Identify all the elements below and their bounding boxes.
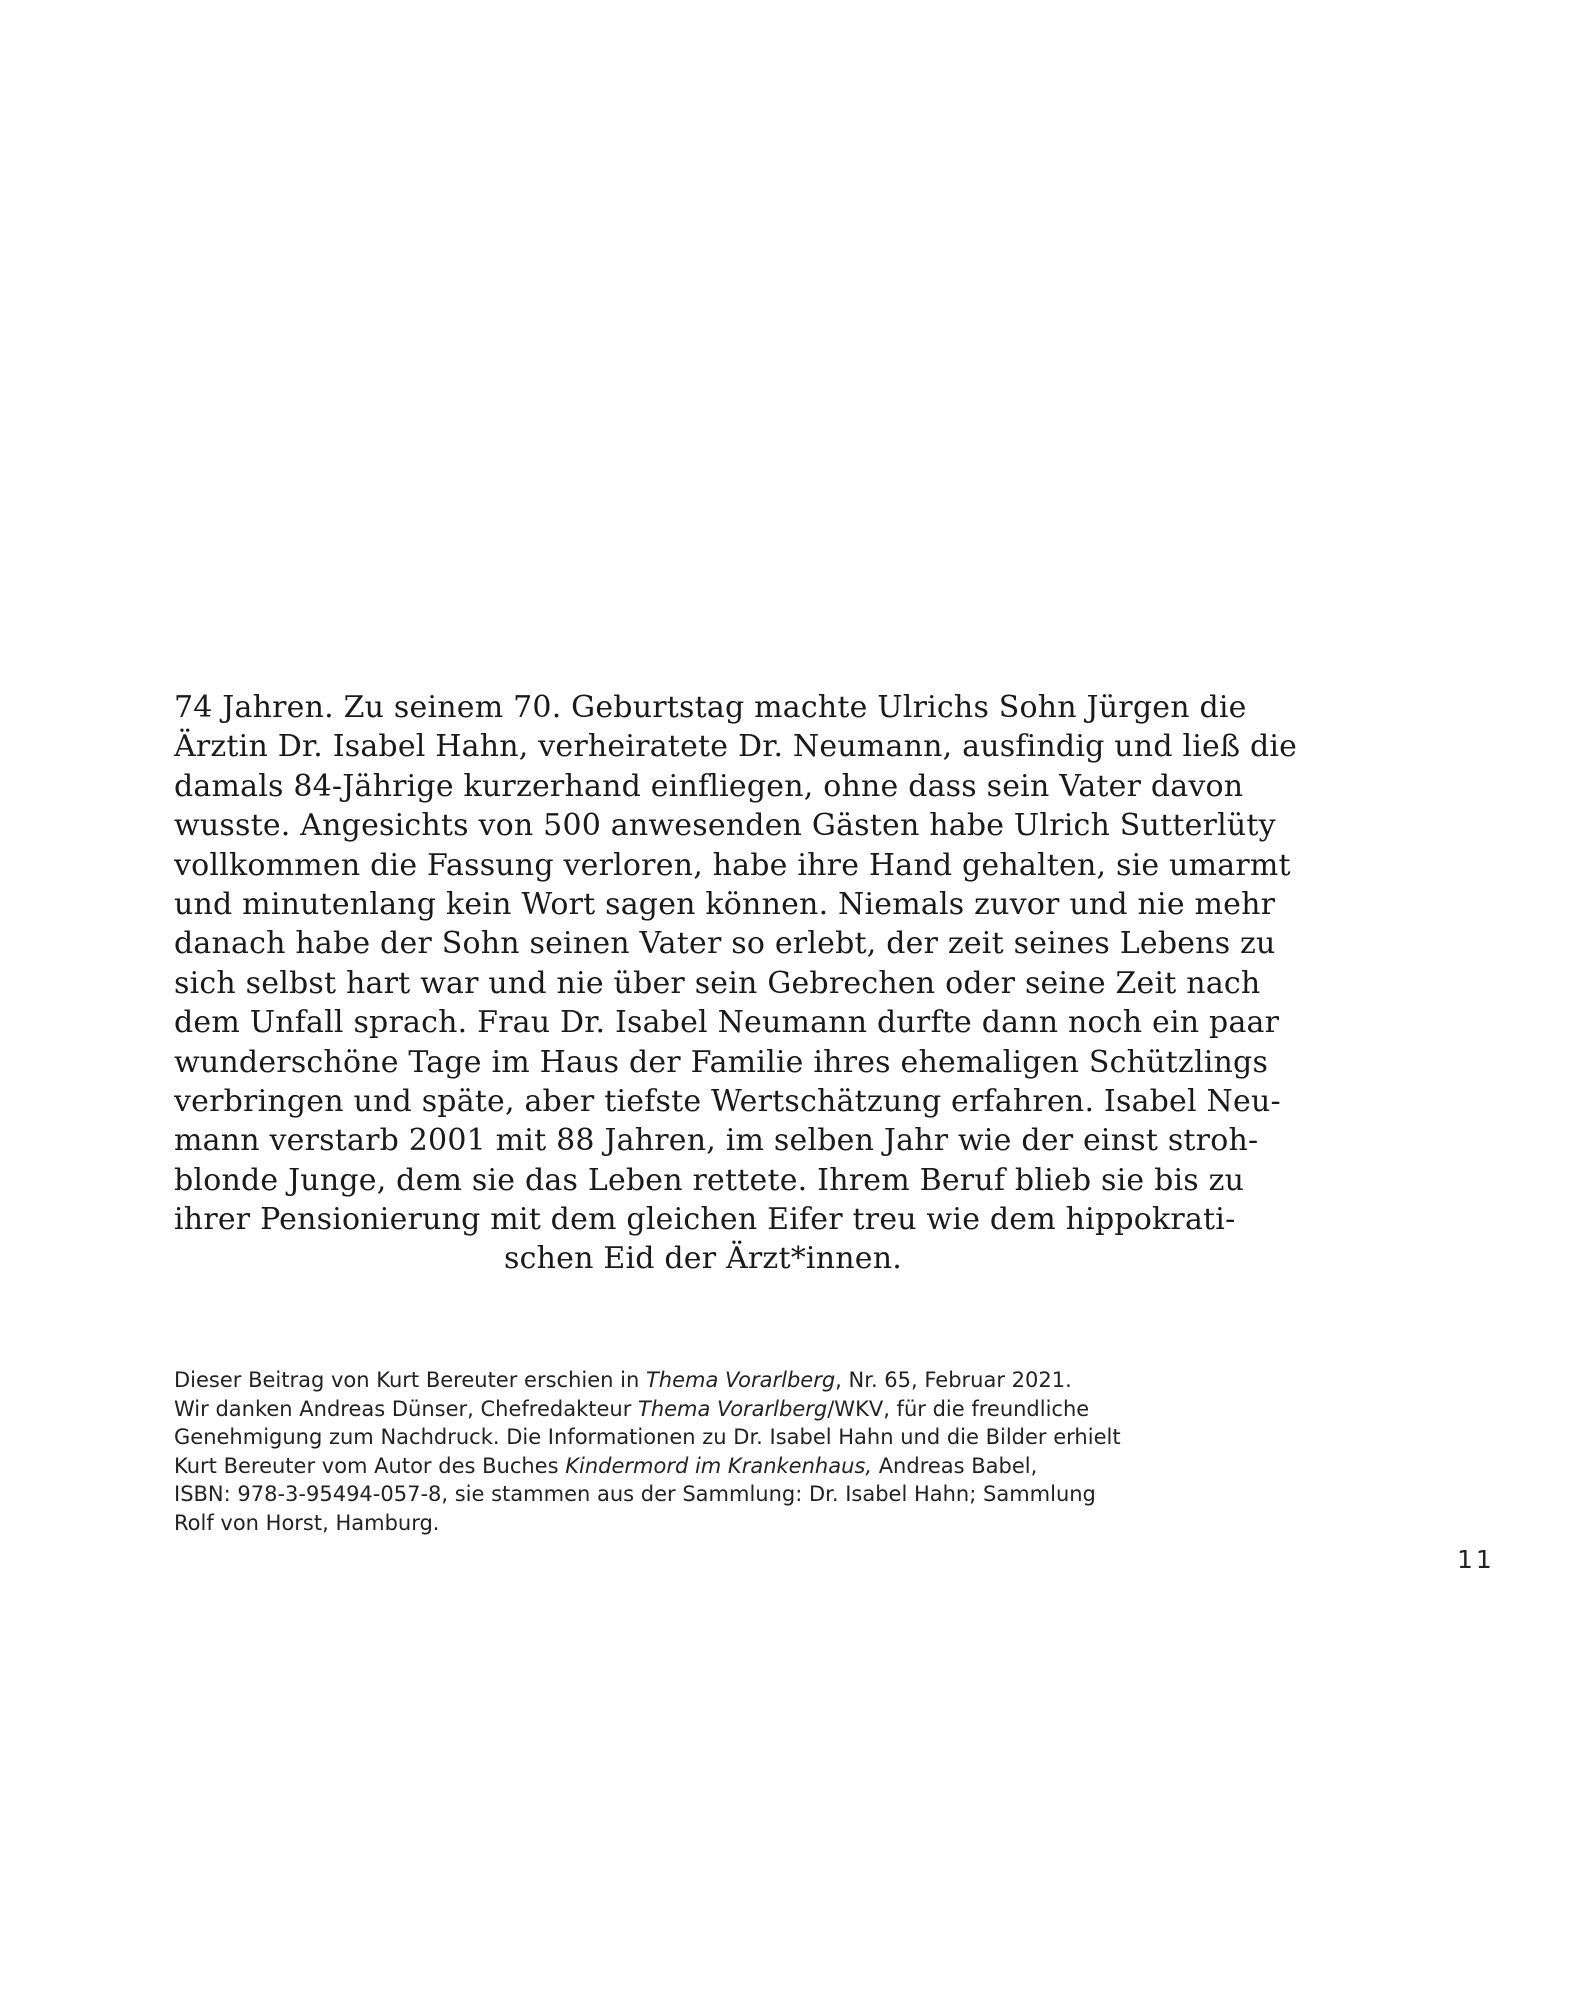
footnote-publication-title: Thema Vorarlberg <box>638 1396 828 1421</box>
footnote-text: /WKV, für die freundliche <box>827 1396 1090 1421</box>
footnote-text: Wir danken Andreas Dünser, Chefredakteur <box>174 1396 638 1421</box>
body-paragraph <box>174 688 1298 1279</box>
footnote-line <box>174 1395 1174 1424</box>
body-line: mann verstarb 2001 mit 88 Jahren, im selben Jahr wie der einst stroh- <box>174 1123 1259 1159</box>
body-line: wusste. Angesichts von 500 anwesenden Gästen habe Ulrich Sutterlüty <box>174 808 1276 844</box>
body-line: 74 Jahren. Zu seinem 70. Geburtstag machte Ulrichs Sohn Jürgen die <box>174 690 1247 725</box>
body-line: dem Unfall sprach. Frau Dr. Isabel Neumann durfte dann noch ein paar <box>174 1005 1280 1041</box>
footnote-book-title: Kindermord im Krankenhaus, <box>565 1453 873 1478</box>
footnote-text: Dieser Beitrag von Kurt Bereuter erschien in <box>174 1368 646 1392</box>
footnote-line: ISBN: 978-3-95494-057-8, sie stammen aus der Sammlung: Dr. Isabel Hahn; Sammlung <box>174 1482 1096 1507</box>
body-line: blonde Junge, dem sie das Leben rettete. Ihrem Beruf blieb sie bis zu <box>174 1162 1245 1198</box>
page-number: 11 <box>1457 1545 1495 1574</box>
footnote-text: , Nr. 65, Februar 2021. <box>835 1368 1072 1392</box>
body-line: sich selbst hart war und nie über sein Gebrechen oder seine Zeit nach <box>174 965 1261 1001</box>
footnote-line: Rolf von Horst, Hamburg. <box>174 1510 440 1535</box>
footnote-line <box>174 1452 1174 1481</box>
body-line: wunderschöne Tage im Haus der Familie ihres ehemaligen Schützlings <box>174 1044 1269 1080</box>
footnote-line: Genehmigung zum Nachdruck. Die Informationen zu Dr. Isabel Hahn und die Bilder erhielt <box>174 1425 1121 1450</box>
body-line: und minutenlang kein Wort sagen können. Niemals zuvor und nie mehr <box>174 886 1276 922</box>
footnote-text: Kurt Bereuter vom Autor des Buches <box>174 1453 566 1478</box>
body-line: Ärztin Dr. Isabel Hahn, verheiratete Dr. Neumann, ausfindig und ließ die <box>174 729 1298 765</box>
body-line: damals 84-Jährige kurzerhand einfliegen, ohne dass sein Vater davon <box>174 768 1244 804</box>
body-line: vollkommen die Fassung verloren, habe ihre Hand gehalten, sie umarmt <box>174 847 1291 883</box>
body-line-final: schen Eid der Ärzt*innen. <box>504 1241 902 1277</box>
footnote-publication-title: Thema Vorarlberg <box>645 1368 836 1392</box>
footnote-text: Andreas Babel, <box>872 1453 1038 1478</box>
body-line: danach habe der Sohn seinen Vater so erlebt, der zeit seines Lebens zu <box>174 926 1276 962</box>
body-line: verbringen und späte, aber tiefste Wertschätzung erfahren. Isabel Neu- <box>174 1083 1281 1119</box>
source-footnote <box>174 1366 1174 1538</box>
footnote-line <box>174 1366 1174 1395</box>
body-line: ihrer Pensionierung mit dem gleichen Eifer treu wie dem hippokrati- <box>174 1202 1236 1238</box>
